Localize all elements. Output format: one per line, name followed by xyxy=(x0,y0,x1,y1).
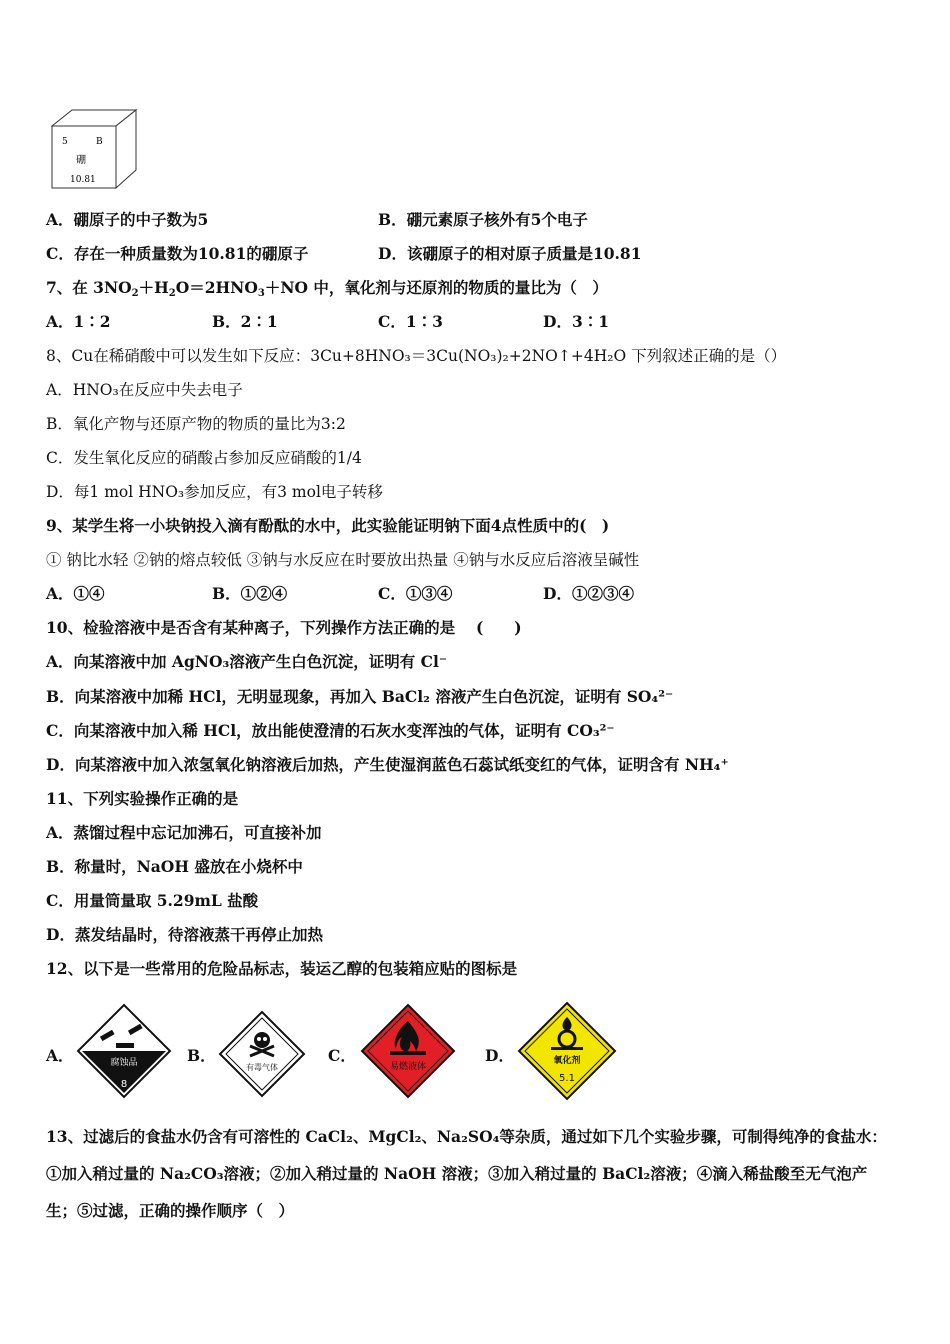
q10-option-c: C．向某溶液中加入稀 HCl，放出能使澄清的石灰水变浑浊的气体，证明有 CO₃²⁻ xyxy=(46,721,615,740)
q10-option-b: B．向某溶液中加稀 HCl，无明显现象，再加入 BaCl₂ 溶液产生白色沉淀，证明有 SO₄²⁻ xyxy=(46,687,674,706)
q7-option-c: C．1∶3 xyxy=(378,312,443,331)
atomic-mass: 10.81 xyxy=(70,175,96,185)
q9-stem: 9、某学生将一小块钠投入滴有酚酞的水中，此实验能证明钠下面4点性质中的( ) xyxy=(46,516,610,535)
q12-label-b: B． xyxy=(187,1046,216,1065)
q10-option-a: A．向某溶液中加 AgNO₃溶液产生白色沉淀，证明有 Cl⁻ xyxy=(46,652,448,671)
q13-stem-line-2: ①加入稍过量的 Na₂CO₃溶液；②加入稍过量的 NaOH 溶液；③加入稍过量的 BaCl₂溶液；④滴入稀盐酸至无气泡产 xyxy=(46,1164,868,1183)
q7-stem: 7、在 $3NO_2+H_2O=2HNO_3+NO$ 中，氧化剂与还原剂的物质的量比为（ ） xyxy=(46,278,608,299)
q11-option-a: A．蒸馏过程中忘记加沸石，可直接补加 xyxy=(46,823,322,842)
q11-stem: 11、下列实验操作正确的是 xyxy=(46,789,239,808)
q7-option-b: B．2∶1 xyxy=(212,312,278,331)
oxidizer-sign-text: 氧化剂 xyxy=(553,1056,581,1066)
flammable-liquid-sign xyxy=(360,1003,456,1103)
q13-stem-line-1: 13、过滤后的食盐水仍含有可溶性的 CaCl₂、MgCl₂、Na₂SO₄等杂质，通过如下几个实验步骤，可制得纯净的食盐水： xyxy=(46,1127,887,1146)
q12-label-c: C． xyxy=(328,1046,356,1065)
q9-properties: ① 钠比水轻 ②钠的熔点较低 ③钠与水反应在时要放出热量 ④钠与水反应后溶液呈碱性 xyxy=(46,551,640,569)
q8-option-c: C．发生氧化反应的硝酸占参加反应硝酸的1/4 xyxy=(46,449,362,467)
boron-option-a: A．硼原子的中子数为5 xyxy=(46,210,209,229)
oxidizer-sign-number: 5.1 xyxy=(559,1073,575,1084)
q9-option-d: D．①②③④ xyxy=(543,584,634,603)
q8-option-d: D．每1 mol HNO₃参加反应，有3 mol电子转移 xyxy=(46,483,383,501)
q11-option-d: D．蒸发结晶时，待溶液蒸干再停止加热 xyxy=(46,925,323,944)
q12-stem: 12、以下是一些常用的危险品标志，装运乙醇的包装箱应贴的图标是 xyxy=(46,959,518,978)
corrosive-sign-text: 腐蚀品 xyxy=(110,1058,138,1068)
q10-stem: 10、检验溶液中是否含有某种离子，下列操作方法正确的是 ( ) xyxy=(46,618,522,637)
corrosive-sign xyxy=(76,1003,172,1103)
q9-option-b: B．①②④ xyxy=(212,584,288,603)
q8-option-a: A．HNO₃在反应中失去电子 xyxy=(46,381,243,399)
boron-option-d: D．该硼原子的相对原子质量是10.81 xyxy=(378,244,642,263)
boron-option-b: B．硼元素原子核外有5个电子 xyxy=(378,210,588,229)
toxic-gas-sign xyxy=(218,1010,306,1102)
q11-option-c: C．用量筒量取 5.29mL 盐酸 xyxy=(46,891,259,910)
atomic-number: 5 xyxy=(62,137,68,147)
q7-option-d: D．3∶1 xyxy=(543,312,610,331)
flammable-liquid-sign-text: 易燃液体 xyxy=(389,1062,427,1072)
q9-option-c: C．①③④ xyxy=(378,584,453,603)
q8-stem: 8、Cu在稀硝酸中可以发生如下反应：3Cu+8HNO₃＝3Cu(NO₃)₂+2NO↑+4H₂O 下列叙述正确的是（） xyxy=(46,347,787,365)
corrosive-sign-number: 8 xyxy=(120,1079,128,1090)
q7-option-a: A．1∶2 xyxy=(46,312,111,331)
q12-label-d: D． xyxy=(485,1046,514,1065)
q12-label-a: A． xyxy=(46,1046,74,1065)
q9-option-a: A．①④ xyxy=(46,584,105,603)
toxic-gas-sign-text: 有毒气体 xyxy=(246,1063,278,1072)
element-symbol: B xyxy=(96,137,103,147)
element-name: 硼 xyxy=(76,155,86,166)
q10-option-d: D．向某溶液中加入浓氢氧化钠溶液后加热，产生使湿润蓝色石蕊试纸变红的气体，证明含有 NH₄⁺ xyxy=(46,755,729,774)
q11-option-b: B．称量时，NaOH 盛放在小烧杯中 xyxy=(46,857,303,876)
boron-element-card xyxy=(50,108,140,196)
oxidizer-sign xyxy=(517,1001,617,1105)
boron-option-c: C．存在一种质量数为10.81的硼原子 xyxy=(46,244,309,263)
q13-stem-line-3: 生；⑤过滤，正确的操作顺序（ ） xyxy=(46,1201,295,1220)
q8-option-b: B．氧化产物与还原产物的物质的量比为3:2 xyxy=(46,415,346,433)
